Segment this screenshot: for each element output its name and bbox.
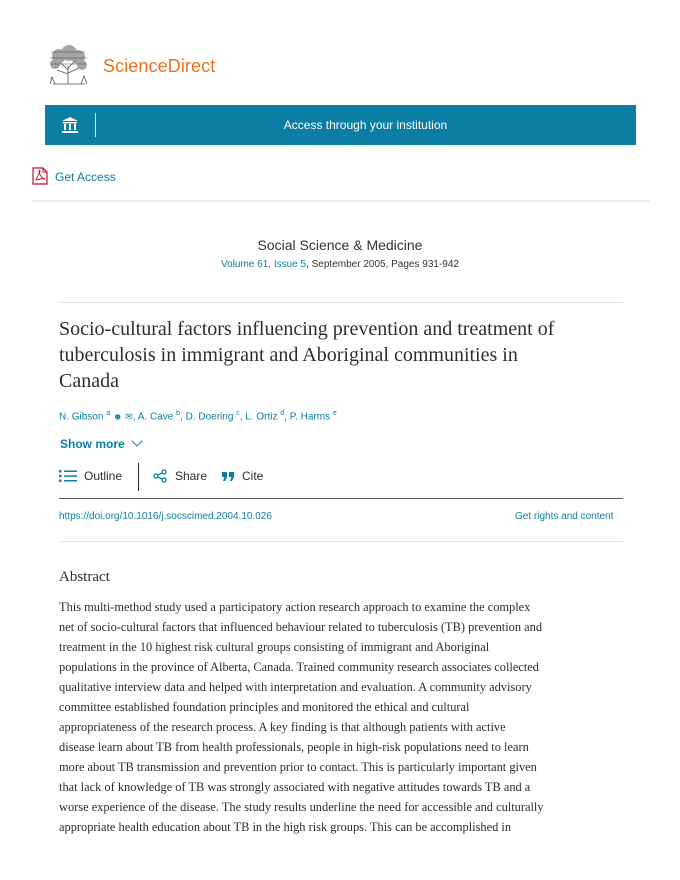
- title-line: Canada: [59, 370, 119, 392]
- share-button[interactable]: [153, 469, 207, 483]
- abstract-text: [59, 597, 625, 837]
- abstract-line: committee established foundation principles and monitored the ethical and cultural: [59, 700, 470, 714]
- cite-label: Cite: [242, 469, 264, 483]
- author-affiliation[interactable]: b: [176, 410, 181, 417]
- abstract-line: that lack of knowledge of TB was strongly associated with negative attitudes towards TB and a: [59, 780, 531, 794]
- institution-icon: [60, 115, 80, 135]
- institution-access-label: Access through your institution: [283, 118, 448, 132]
- journal-name[interactable]: Social Science & Medicine: [257, 237, 423, 253]
- outline-list-icon: [59, 469, 77, 483]
- author-link[interactable]: A. Cave: [137, 411, 174, 423]
- toolbar-divider-line: [59, 498, 623, 499]
- abstract-line: This multi-method study used a participatory action research approach to examine the complex: [59, 600, 531, 614]
- header-divider: [32, 200, 650, 202]
- outline-label: Outline: [84, 469, 123, 483]
- abstract-line: appropriate health education about TB in the high risk groups. This can be accomplished in: [59, 820, 512, 834]
- title-line: tuberculosis in immigrant and Aboriginal communities in: [59, 344, 518, 366]
- author-link[interactable]: P. Harms: [289, 411, 331, 423]
- author-affiliation[interactable]: d: [280, 410, 285, 417]
- cite-button[interactable]: [222, 469, 263, 483]
- journal-divider: [59, 302, 623, 303]
- abstract-line: more about TB transmission and prevention prior to contact. This is particularly important given: [59, 760, 537, 774]
- abstract-line: appropriateness of the research process. A key finding is that although patients with active: [59, 720, 506, 734]
- chevron-down-icon: [131, 435, 142, 446]
- abstract-line: qualitative interview data and helped with interpretation and evaluation. A community advisory: [59, 680, 532, 694]
- abstract-line: populations in the province of Alberta, Canada. Trained community research associates collected: [59, 660, 539, 674]
- share-icon: [153, 469, 167, 483]
- doi-link[interactable]: https://doi.org/10.1016/j.socscimed.2004.10.026: [59, 511, 272, 522]
- article-title: [59, 316, 629, 394]
- title-line: Socio-cultural factors influencing prevention and treatment of: [59, 318, 555, 340]
- author-affiliation[interactable]: e: [332, 410, 337, 417]
- author-link[interactable]: N. Gibson: [59, 411, 104, 423]
- share-label: Share: [175, 469, 208, 483]
- abstract-line: treatment in the 10 highest risk cultural groups consisting of immigrant and Aboriginal: [59, 640, 490, 654]
- outline-button[interactable]: [59, 469, 122, 483]
- abstract-line: disease learn about TB from health professionals, people in high-risk populations need to learn: [59, 740, 529, 754]
- author-link[interactable]: D. Doering: [185, 411, 234, 423]
- get-access-link[interactable]: Get Access: [55, 170, 116, 184]
- meta-divider: [59, 541, 623, 542]
- author-link[interactable]: L. Ortiz: [245, 411, 278, 423]
- elsevier-tree-icon[interactable]: [45, 44, 91, 86]
- abstract-line: worse experience of the disease. The study results underline the need for accessible and culturally: [59, 800, 544, 814]
- show-more-button[interactable]: [60, 437, 141, 451]
- article-toolbar: [59, 463, 623, 491]
- person-icon[interactable]: ☻: [112, 411, 123, 422]
- show-more-label: Show more: [60, 437, 125, 451]
- toolbar-divider: [138, 463, 139, 491]
- institution-access-button[interactable]: [45, 105, 636, 145]
- issue-details: , September 2005, Pages 931-942: [306, 259, 459, 270]
- author-affiliation[interactable]: c: [236, 410, 240, 417]
- brand-name[interactable]: ScienceDirect: [103, 56, 216, 76]
- abstract-heading: Abstract: [59, 569, 110, 585]
- author-affiliation[interactable]: a: [106, 410, 111, 417]
- email-icon[interactable]: ✉: [125, 411, 133, 422]
- issue-info: [0, 259, 680, 270]
- abstract-line: net of socio-cultural factors that influenced behaviour related to tuberculosis (TB) prevention and: [59, 620, 543, 634]
- rights-link[interactable]: Get rights and content: [515, 511, 614, 522]
- volume-issue-link[interactable]: Volume 61, Issue 5: [221, 259, 307, 270]
- author-list: N. Gibson $^a$ ☻ ✉, A. Cave $^b$, D. Doering $^c$, L. Ortiz $^d$, P. Harms $^e$: [59, 410, 337, 423]
- quote-icon: [222, 470, 235, 482]
- pdf-icon[interactable]: [32, 167, 48, 185]
